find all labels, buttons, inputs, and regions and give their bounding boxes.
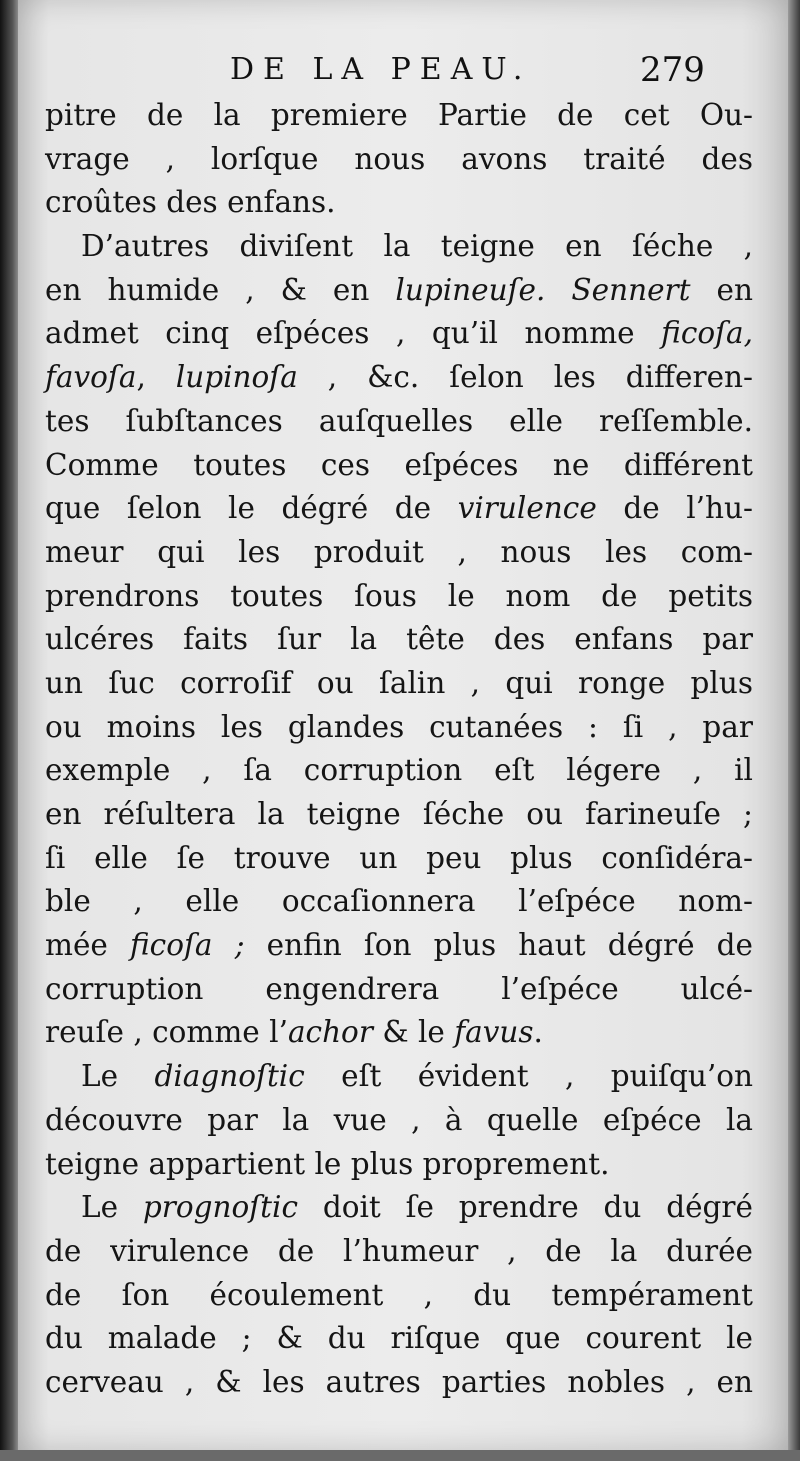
italic-term-favus: favus [454, 1015, 534, 1050]
italic-term-prognostic: prognoſtic [142, 1190, 298, 1225]
scan-bottom-edge [0, 1450, 800, 1461]
text-line-6: admet cinq eſpéces , qu’il nomme ficoſa, [45, 316, 753, 351]
text-line-15: ou moins les glandes cutanées : ſi , par [45, 709, 753, 744]
text-line-27: de virulence de l’humeur , de la durée [45, 1233, 753, 1268]
text-line-2: vrage , lorſque nous avons traité des [45, 141, 753, 176]
text-line-7: favoſa, lupinoſa , &c. ſelon les differen- [45, 360, 753, 395]
page-edge-shadow [788, 0, 800, 1461]
text-line-9: Comme toutes ces eſpéces ne différent [45, 447, 753, 482]
text-line-17: en réſultera la teigne ſéche ou farineuſe ; [45, 797, 753, 831]
text-line-22: reuſe , comme l’achor & le favus. [45, 1015, 543, 1050]
running-title: DE LA PEAU. [230, 52, 532, 87]
text-line-30: cerveau , & les autres parties nobles , en [45, 1364, 753, 1399]
text-line-24: découvre par la vue , à quelle eſpéce la [45, 1102, 753, 1137]
text-line-16: exemple , ſa corruption eſt légere , il [45, 753, 753, 788]
text-line-4: D’autres diviſent la teigne en ſéche , [81, 229, 753, 264]
italic-name-sennert: Sennert [571, 272, 691, 307]
page-header [18, 48, 788, 92]
text-line-23: Le diagnoſtic eſt évident , puiſqu’on [81, 1059, 753, 1094]
text-line-21: corruption engendrera l’eſpéce ulcé- [45, 971, 753, 1006]
text-line-13: ulcéres faits ſur la tête des enfans par [45, 622, 753, 657]
italic-term-lupineuse: lupineuſe. [395, 272, 546, 307]
text-line-12: prendrons toutes ſous le nom de petits [45, 578, 753, 613]
text-line-3: croûtes des enfans. [45, 185, 336, 220]
text-line-10: que ſelon le dégré de virulence de l’hu- [45, 491, 754, 526]
text-line-19: ble , elle occaſionnera l’eſpéce nom- [45, 884, 753, 919]
book-page [18, 0, 788, 1450]
body-text [45, 94, 753, 1405]
text-line-26: Le prognoſtic doit ſe prendre du dégré [81, 1190, 753, 1225]
text-line-20: mée ficoſa ; enfin ſon plus haut dégré de [45, 928, 753, 963]
text-line-11: meur qui les produit , nous les com- [45, 534, 753, 569]
italic-term-virulence: virulence [457, 491, 597, 526]
text-line-29: du malade ; & du riſque que courent le [45, 1321, 753, 1356]
text-line-1: pitre de la premiere Partie de cet Ou- [45, 98, 753, 132]
text-line-18: ſi elle ſe trouve un peu plus conſidéra- [45, 840, 753, 875]
text-line-28: de ſon écoulement , du tempérament [45, 1277, 753, 1312]
text-line-8: tes ſubſtances auſquelles elle reſſemble. [45, 403, 753, 438]
italic-term-achor: achor [287, 1015, 373, 1050]
italic-term-ficosa: ficoſa, [661, 316, 753, 351]
text-line-5: en humide , & en lupineuſe. Sennert en [45, 272, 753, 307]
italic-term-diagnostic: diagnoſtic [154, 1059, 305, 1094]
italic-term-ficosa-2: ficoſa ; [130, 928, 245, 963]
italic-term-lupinosa: lupinoſa [175, 360, 298, 395]
text-line-25: teigne appartient le plus proprement. [45, 1146, 610, 1181]
italic-term-favosa: favoſa [45, 360, 137, 395]
page-gutter-shadow [0, 0, 18, 1461]
text-line-14: un ſuc corroſif ou ſalin , qui ronge plus [45, 665, 753, 700]
page-number: 279 [640, 50, 705, 90]
